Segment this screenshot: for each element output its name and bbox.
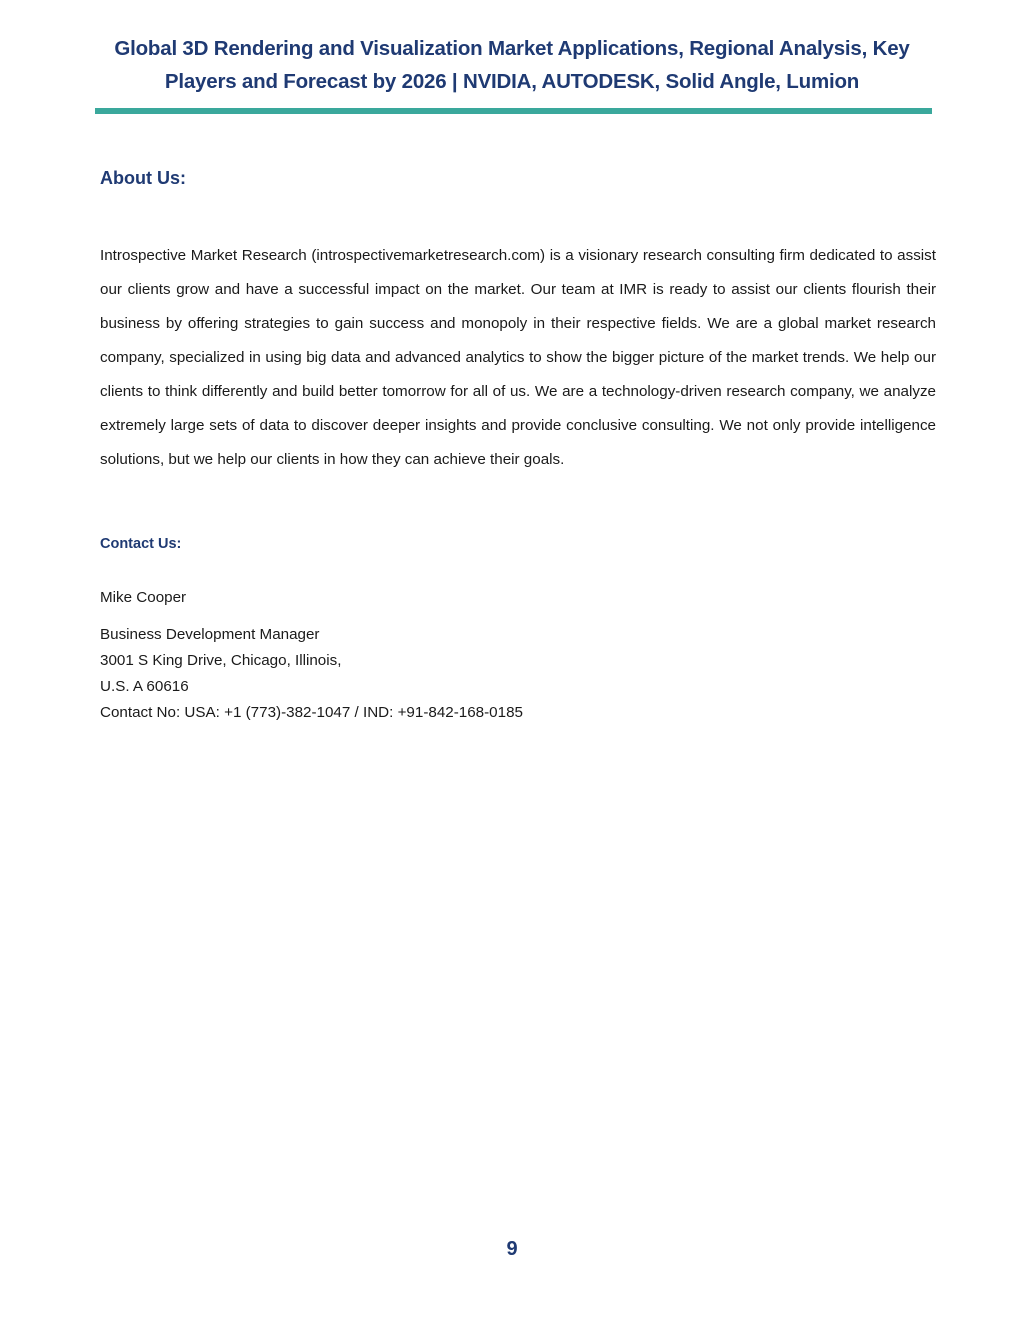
contact-address-line-1: 3001 S King Drive, Chicago, Illinois, [100, 652, 342, 669]
contact-address-line-2: U.S. A 60616 [100, 678, 189, 695]
document-title [90, 32, 934, 98]
contact-role: Business Development Manager [100, 626, 320, 643]
contact-phone: Contact No: USA: +1 (773)-382-1047 / IND: +91-842-168-0185 [100, 704, 523, 721]
page-number: 9 [506, 1238, 518, 1260]
header-divider [95, 108, 932, 114]
document-title-line-2: Players and Forecast by 2026 | NVIDIA, AUTODESK, Solid Angle, Lumion [164, 70, 860, 93]
about-heading: About Us: [100, 168, 186, 188]
contact-details [100, 622, 523, 726]
contact-name: Mike Cooper [100, 589, 187, 606]
document-title-line-1: Global 3D Rendering and Visualization Market Applications, Regional Analysis, Key [114, 37, 910, 60]
contact-heading: Contact Us: [100, 536, 182, 552]
about-paragraph: Introspective Market Research (introspectivemarketresearch.com) is a visionary research consulting firm dedicated to assist our clients grow and have a successful impact on the market. Our team at IMR is ready to assist our clients flourish their business by offering strategies to gain success and monopoly in their respective fields. We are a global market research company, specialized in using big data and advanced analytics to show the bigger picture of the market trends. We help our clients to think differently and build better tomorrow for all of us. We are a technology-driven research company, we analyze extremely large sets of data to discover deeper insights and provide conclusive consulting. We not only provide intelligence solutions, but we help our clients in how they can achieve their goals. [100, 247, 936, 468]
